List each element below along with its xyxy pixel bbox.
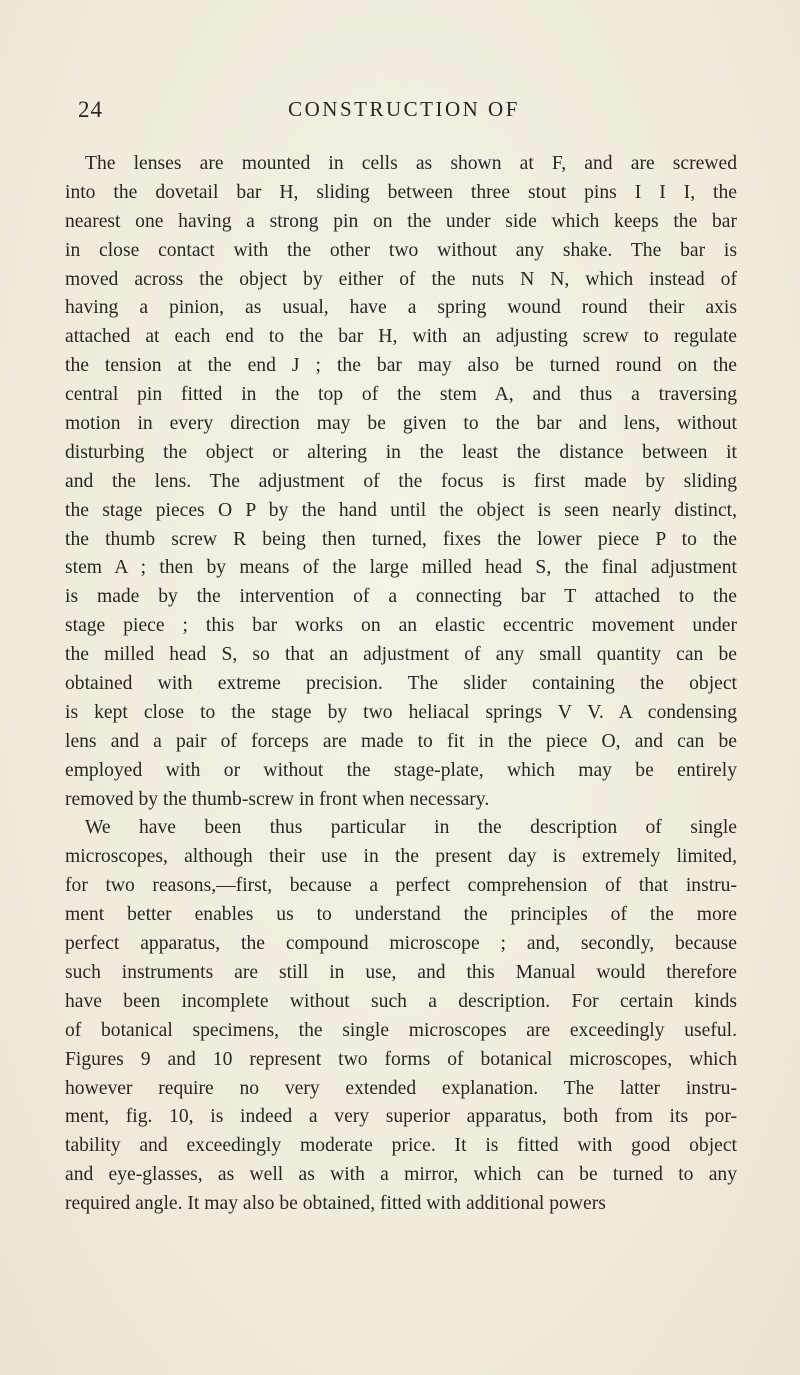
text-line: is made by the intervention of a connecting bar T attached to the <box>65 586 737 608</box>
text-line: moved across the object by either of the nuts N N, which instead of <box>65 268 737 290</box>
text-line: stage piece ; this bar works on an elastic eccentric movement under <box>65 615 737 637</box>
text-line: have been incomplete without such a description. For certain kinds <box>65 990 737 1012</box>
text-line: of botanical specimens, the single microscopes are exceedingly useful. <box>65 1019 737 1041</box>
text-line: Figures 9 and 10 represent two forms of botanical microscopes, which <box>65 1048 737 1070</box>
text-line: disturbing the object or altering in the least the distance between it <box>65 441 737 463</box>
text-line: such instruments are still in use, and this Manual would therefore <box>65 961 737 983</box>
text-line: lens and a pair of forceps are made to fit in the piece O, and can be <box>65 730 737 752</box>
text-line: stem A ; then by means of the large milled head S, the final adjustment <box>65 557 737 579</box>
text-line: tability and exceedingly moderate price. It is fitted with good object <box>65 1135 737 1157</box>
text-line: central pin fitted in the top of the stem A, and thus a traversing <box>65 384 737 406</box>
text-line: obtained with extreme precision. The slider containing the object <box>65 673 737 695</box>
text-line: The lenses are mounted in cells as shown at F, and are screwed <box>85 153 737 174</box>
text-line: the stage pieces O P by the hand until the object is seen nearly distinct, <box>65 499 737 521</box>
running-title: CONSTRUCTION OF <box>288 97 520 121</box>
text-line: nearest one having a strong pin on the under side which keeps the bar <box>65 210 737 232</box>
text-line: ment better enables us to understand the principles of the more <box>65 904 737 926</box>
body-text <box>65 150 737 1219</box>
text-line: removed by the thumb-screw in front when necessary. <box>65 788 490 810</box>
text-line: into the dovetail bar H, sliding between three stout pins I I I, the <box>65 181 737 203</box>
text-line: attached at each end to the bar H, with an adjusting screw to regulate <box>65 326 737 348</box>
text-line: and the lens. The adjustment of the focus is first made by sliding <box>65 470 737 492</box>
text-line: perfect apparatus, the compound microscope ; and, secondly, because <box>65 933 737 955</box>
running-head <box>78 97 730 127</box>
text-line: We have been thus particular in the description of single <box>85 817 737 839</box>
paragraph <box>65 814 737 1218</box>
text-line: having a pinion, as usual, have a spring wound round their axis <box>65 297 737 319</box>
paragraph <box>65 150 737 814</box>
page-number: 24 <box>78 97 103 122</box>
text-line: motion in every direction may be given to the bar and lens, without <box>65 413 737 435</box>
text-line: the tension at the end J ; the bar may also be turned round on the <box>65 355 737 377</box>
text-line: employed with or without the stage-plate, which may be entirely <box>65 759 737 781</box>
text-line: ment, fig. 10, is indeed a very superior apparatus, both from its por- <box>65 1106 737 1128</box>
text-line: and eye-glasses, as well as with a mirror, which can be turned to any <box>65 1164 737 1186</box>
text-line: the thumb screw R being then turned, fixes the lower piece P to the <box>65 528 737 550</box>
text-line: required angle. It may also be obtained, fitted with additional powers <box>65 1193 606 1215</box>
text-line: is kept close to the stage by two heliacal springs V V. A condensing <box>65 701 737 723</box>
text-line: microscopes, although their use in the present day is extremely limited, <box>65 846 737 868</box>
text-line: however require no very extended explanation. The latter instru- <box>65 1077 737 1099</box>
text-line: for two reasons,—first, because a perfect comprehension of that instru- <box>65 875 737 897</box>
text-line: in close contact with the other two without any shake. The bar is <box>65 239 737 261</box>
text-line: the milled head S, so that an adjustment of any small quantity can be <box>65 644 737 666</box>
